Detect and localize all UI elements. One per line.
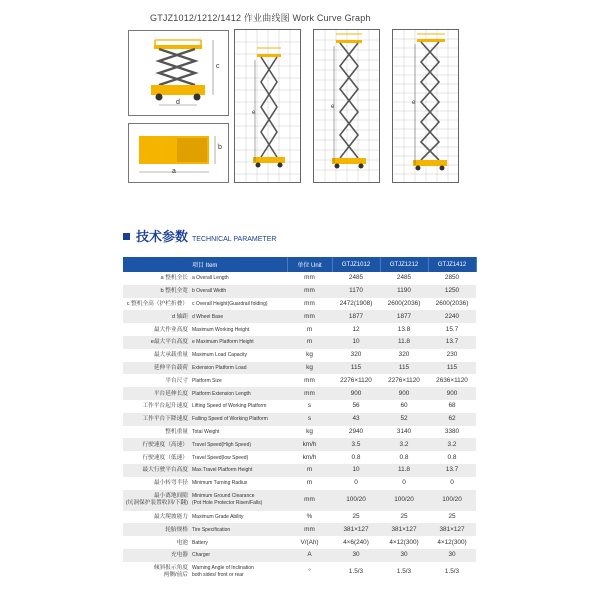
param-unit: m bbox=[287, 323, 332, 336]
table-row bbox=[123, 362, 476, 375]
table-row bbox=[123, 387, 476, 400]
section-bullet-icon bbox=[123, 233, 130, 240]
value-model-3: 115 bbox=[428, 362, 476, 375]
value-model-2: 52 bbox=[380, 413, 428, 426]
param-name-cn-text: 倾斜报示角度 两侧/前后 bbox=[153, 565, 188, 579]
param-unit: ° bbox=[287, 562, 332, 583]
value-model-3: 30 bbox=[428, 549, 476, 562]
value-model-1: 1170 bbox=[332, 285, 380, 298]
param-name-cn bbox=[123, 490, 190, 511]
value-model-2: 30 bbox=[380, 549, 428, 562]
param-unit: s bbox=[287, 413, 332, 426]
param-name-cn: e最大平台高度 bbox=[123, 336, 190, 349]
param-unit: mm bbox=[287, 374, 332, 387]
value-model-2: 2600(2036) bbox=[380, 298, 428, 311]
value-model-3: 2636×1120 bbox=[428, 374, 476, 387]
param-name-cn: 整机重量 bbox=[123, 426, 190, 439]
param-name-en: Lifting Speed of Working Platform bbox=[190, 400, 287, 413]
section-title-cn: 技术参数 bbox=[136, 229, 189, 244]
value-model-1: 1877 bbox=[332, 310, 380, 323]
value-model-3: 381×127 bbox=[428, 523, 476, 536]
value-model-1: 2485 bbox=[332, 272, 380, 285]
param-name-en: d Wheel Base bbox=[190, 310, 287, 323]
param-name-cn: a 整机全长 bbox=[123, 272, 190, 285]
value-model-1: 10 bbox=[332, 464, 380, 477]
param-name-cn: 充电器 bbox=[123, 549, 190, 562]
param-unit: s bbox=[287, 400, 332, 413]
value-model-2: 13.8 bbox=[380, 323, 428, 336]
value-model-1: 2276×1120 bbox=[332, 374, 380, 387]
value-model-3: 15.7 bbox=[428, 323, 476, 336]
table-row bbox=[123, 536, 476, 549]
value-model-2: 11.8 bbox=[380, 464, 428, 477]
value-model-1: 10 bbox=[332, 336, 380, 349]
value-model-2: 3.2 bbox=[380, 438, 428, 451]
value-model-3: 68 bbox=[428, 400, 476, 413]
param-name-en: Maximum Grade Ability bbox=[190, 511, 287, 524]
table-header-row bbox=[123, 257, 476, 272]
header-model-1: GTJZ1012 bbox=[332, 257, 380, 272]
value-model-1: 320 bbox=[332, 349, 380, 362]
dimension-label-b: b bbox=[218, 144, 222, 151]
header-item: 项目 Item bbox=[123, 257, 287, 272]
param-name-en: e Maximum Platform Height bbox=[190, 336, 287, 349]
param-name-en: Total Weight bbox=[190, 426, 287, 439]
table-row bbox=[123, 285, 476, 298]
value-model-2: 60 bbox=[380, 400, 428, 413]
section-heading bbox=[123, 226, 276, 245]
value-model-2: 0 bbox=[380, 477, 428, 490]
param-name-en: Charger bbox=[190, 549, 287, 562]
param-name-cn: 工作平台起升速度 bbox=[123, 400, 190, 413]
value-model-3: 3380 bbox=[428, 426, 476, 439]
param-unit: mm bbox=[287, 490, 332, 511]
value-model-1: 1.5/3 bbox=[332, 562, 380, 583]
value-model-3: 13.7 bbox=[428, 336, 476, 349]
param-name-cn: 最大承载重量 bbox=[123, 349, 190, 362]
param-name-cn: 轮胎规格 bbox=[123, 523, 190, 536]
table-row bbox=[123, 310, 476, 323]
platform-height-mark: e bbox=[412, 100, 416, 106]
table-row bbox=[123, 323, 476, 336]
value-model-1: 2472(1908) bbox=[332, 298, 380, 311]
machine-top-drawing bbox=[128, 123, 229, 183]
param-name-cn: 最大爬坡能力 bbox=[123, 511, 190, 524]
value-model-3: 0 bbox=[428, 477, 476, 490]
page-title: GTJZ1012/1212/1412 作业曲线图 Work Curve Graph bbox=[150, 13, 371, 23]
header-unit: 单位 Unit bbox=[287, 257, 332, 272]
param-name-cn: 电池 bbox=[123, 536, 190, 549]
param-name-en: c Overall Height(Guardrail folding) bbox=[190, 298, 287, 311]
table-row bbox=[123, 336, 476, 349]
param-name-en: Maximum Working Height bbox=[190, 323, 287, 336]
machine-side-drawing bbox=[128, 30, 229, 116]
value-model-2: 2276×1120 bbox=[380, 374, 428, 387]
param-unit: mm bbox=[287, 272, 332, 285]
value-model-2: 11.8 bbox=[380, 336, 428, 349]
value-model-3: 230 bbox=[428, 349, 476, 362]
param-unit: A bbox=[287, 549, 332, 562]
table-row bbox=[123, 349, 476, 362]
value-model-2: 115 bbox=[380, 362, 428, 375]
param-unit: km/h bbox=[287, 451, 332, 464]
param-name-cn: 最大行驶平台高度 bbox=[123, 464, 190, 477]
param-name-en: Minimum Turning Radius bbox=[190, 477, 287, 490]
value-model-2: 25 bbox=[380, 511, 428, 524]
value-model-3: 2850 bbox=[428, 272, 476, 285]
value-model-2: 381×127 bbox=[380, 523, 428, 536]
table-row bbox=[123, 438, 476, 451]
table-row bbox=[123, 272, 476, 285]
table-row bbox=[123, 374, 476, 387]
param-name-en: Travel Speed(low Speed) bbox=[190, 451, 287, 464]
param-name-en: a Overall Length bbox=[190, 272, 287, 285]
header-model-2: GTJZ1212 bbox=[380, 257, 428, 272]
param-unit: mm bbox=[287, 285, 332, 298]
param-name-cn: 平台尺寸 bbox=[123, 374, 190, 387]
value-model-3: 3.2 bbox=[428, 438, 476, 451]
param-unit: mm bbox=[287, 523, 332, 536]
value-model-1: 30 bbox=[332, 549, 380, 562]
param-name-en: Platform Size bbox=[190, 374, 287, 387]
dimension-label-c: c bbox=[216, 63, 220, 70]
value-model-1: 25 bbox=[332, 511, 380, 524]
table-row bbox=[123, 413, 476, 426]
param-name-en: Falling Speed of Working Platform bbox=[190, 413, 287, 426]
dimension-label-a: a bbox=[172, 168, 176, 175]
value-model-2: 1877 bbox=[380, 310, 428, 323]
param-name-cn: 最大作业高度 bbox=[123, 323, 190, 336]
value-model-2: 1.5/3 bbox=[380, 562, 428, 583]
param-name-cn: d 轴距 bbox=[123, 310, 190, 323]
value-model-3: 2240 bbox=[428, 310, 476, 323]
platform-height-mark: e bbox=[331, 104, 335, 110]
param-name-en: Battery bbox=[190, 536, 287, 549]
param-name-en-text: Warning Angle of Inclination both sides/ front or rear bbox=[192, 565, 254, 579]
param-name-en-text: Minimum Ground Clearance (Pot Hole Protector Risen/Falls) bbox=[192, 493, 263, 507]
param-name-en: Travel Speed(High Speed) bbox=[190, 438, 287, 451]
value-model-1: 43 bbox=[332, 413, 380, 426]
table-row bbox=[123, 511, 476, 524]
value-model-2: 900 bbox=[380, 387, 428, 400]
param-name-en bbox=[190, 562, 287, 583]
value-model-2: 3140 bbox=[380, 426, 428, 439]
table-row bbox=[123, 549, 476, 562]
value-model-3: 4×12(300) bbox=[428, 536, 476, 549]
value-model-1: 12 bbox=[332, 323, 380, 336]
table-body bbox=[123, 272, 476, 583]
param-name-en: b Overall Width bbox=[190, 285, 287, 298]
param-unit: V/(Ah) bbox=[287, 536, 332, 549]
param-name-cn: 工作平台下降速度 bbox=[123, 413, 190, 426]
param-unit: m bbox=[287, 477, 332, 490]
value-model-3: 0.8 bbox=[428, 451, 476, 464]
value-model-3: 1250 bbox=[428, 285, 476, 298]
param-name-cn: 行驶速度（低速） bbox=[123, 451, 190, 464]
value-model-3: 100/20 bbox=[428, 490, 476, 511]
table-row bbox=[123, 451, 476, 464]
table-row bbox=[123, 477, 476, 490]
value-model-3: 62 bbox=[428, 413, 476, 426]
param-name-en bbox=[190, 490, 287, 511]
table-row bbox=[123, 490, 476, 511]
param-name-cn: c 整机全高（护栏折叠） bbox=[123, 298, 190, 311]
table-row bbox=[123, 464, 476, 477]
value-model-2: 320 bbox=[380, 349, 428, 362]
param-name-cn bbox=[123, 562, 190, 583]
param-unit: kg bbox=[287, 349, 332, 362]
param-name-cn: 行驶速度（高速） bbox=[123, 438, 190, 451]
platform-height-mark: e bbox=[252, 110, 256, 116]
param-name-cn: b 整机全宽 bbox=[123, 285, 190, 298]
value-model-1: 115 bbox=[332, 362, 380, 375]
param-name-en: Tire Specification bbox=[190, 523, 287, 536]
header-model-3: GTJZ1412 bbox=[428, 257, 476, 272]
value-model-1: 900 bbox=[332, 387, 380, 400]
table-row bbox=[123, 426, 476, 439]
work-curve-graph-1012 bbox=[234, 29, 301, 183]
param-unit: kg bbox=[287, 362, 332, 375]
param-name-en: Platform Extension Length bbox=[190, 387, 287, 400]
value-model-1: 0 bbox=[332, 477, 380, 490]
param-unit: mm bbox=[287, 310, 332, 323]
param-unit: % bbox=[287, 511, 332, 524]
value-model-2: 100/20 bbox=[380, 490, 428, 511]
spec-table bbox=[123, 257, 477, 583]
dimension-label-d: d bbox=[176, 99, 180, 106]
value-model-2: 4×12(300) bbox=[380, 536, 428, 549]
value-model-1: 2940 bbox=[332, 426, 380, 439]
work-curve-graph-1412 bbox=[392, 29, 459, 183]
value-model-3: 25 bbox=[428, 511, 476, 524]
param-name-cn: 最小转弯半径 bbox=[123, 477, 190, 490]
value-model-1: 100/20 bbox=[332, 490, 380, 511]
section-title-en: TECHNICAL PARAMETER bbox=[192, 236, 277, 243]
param-name-en: Extension Platform Load bbox=[190, 362, 287, 375]
value-model-1: 381×127 bbox=[332, 523, 380, 536]
value-model-3: 13.7 bbox=[428, 464, 476, 477]
param-unit: km/h bbox=[287, 438, 332, 451]
param-name-cn: 延伸平台载荷 bbox=[123, 362, 190, 375]
table-row bbox=[123, 523, 476, 536]
value-model-3: 1.5/3 bbox=[428, 562, 476, 583]
value-model-1: 56 bbox=[332, 400, 380, 413]
param-unit: m bbox=[287, 464, 332, 477]
value-model-2: 2485 bbox=[380, 272, 428, 285]
value-model-1: 4×6(240) bbox=[332, 536, 380, 549]
table-row bbox=[123, 562, 476, 583]
table-row bbox=[123, 298, 476, 311]
value-model-1: 3.5 bbox=[332, 438, 380, 451]
table-row bbox=[123, 400, 476, 413]
value-model-3: 900 bbox=[428, 387, 476, 400]
param-unit: m bbox=[287, 336, 332, 349]
value-model-2: 1190 bbox=[380, 285, 428, 298]
work-curve-graph-1212 bbox=[313, 29, 380, 183]
param-name-cn-text: 最小离地间隙 (坑洞保护装置收回/下翻) bbox=[125, 493, 188, 507]
param-name-en: Maximum Load Capacity bbox=[190, 349, 287, 362]
param-name-cn: 平台延伸长度 bbox=[123, 387, 190, 400]
param-unit: mm bbox=[287, 298, 332, 311]
param-unit: kg bbox=[287, 426, 332, 439]
value-model-1: 0.8 bbox=[332, 451, 380, 464]
param-unit: mm bbox=[287, 387, 332, 400]
param-name-en: Max.Travel Platform Height bbox=[190, 464, 287, 477]
value-model-2: 0.8 bbox=[380, 451, 428, 464]
value-model-3: 2600(2036) bbox=[428, 298, 476, 311]
